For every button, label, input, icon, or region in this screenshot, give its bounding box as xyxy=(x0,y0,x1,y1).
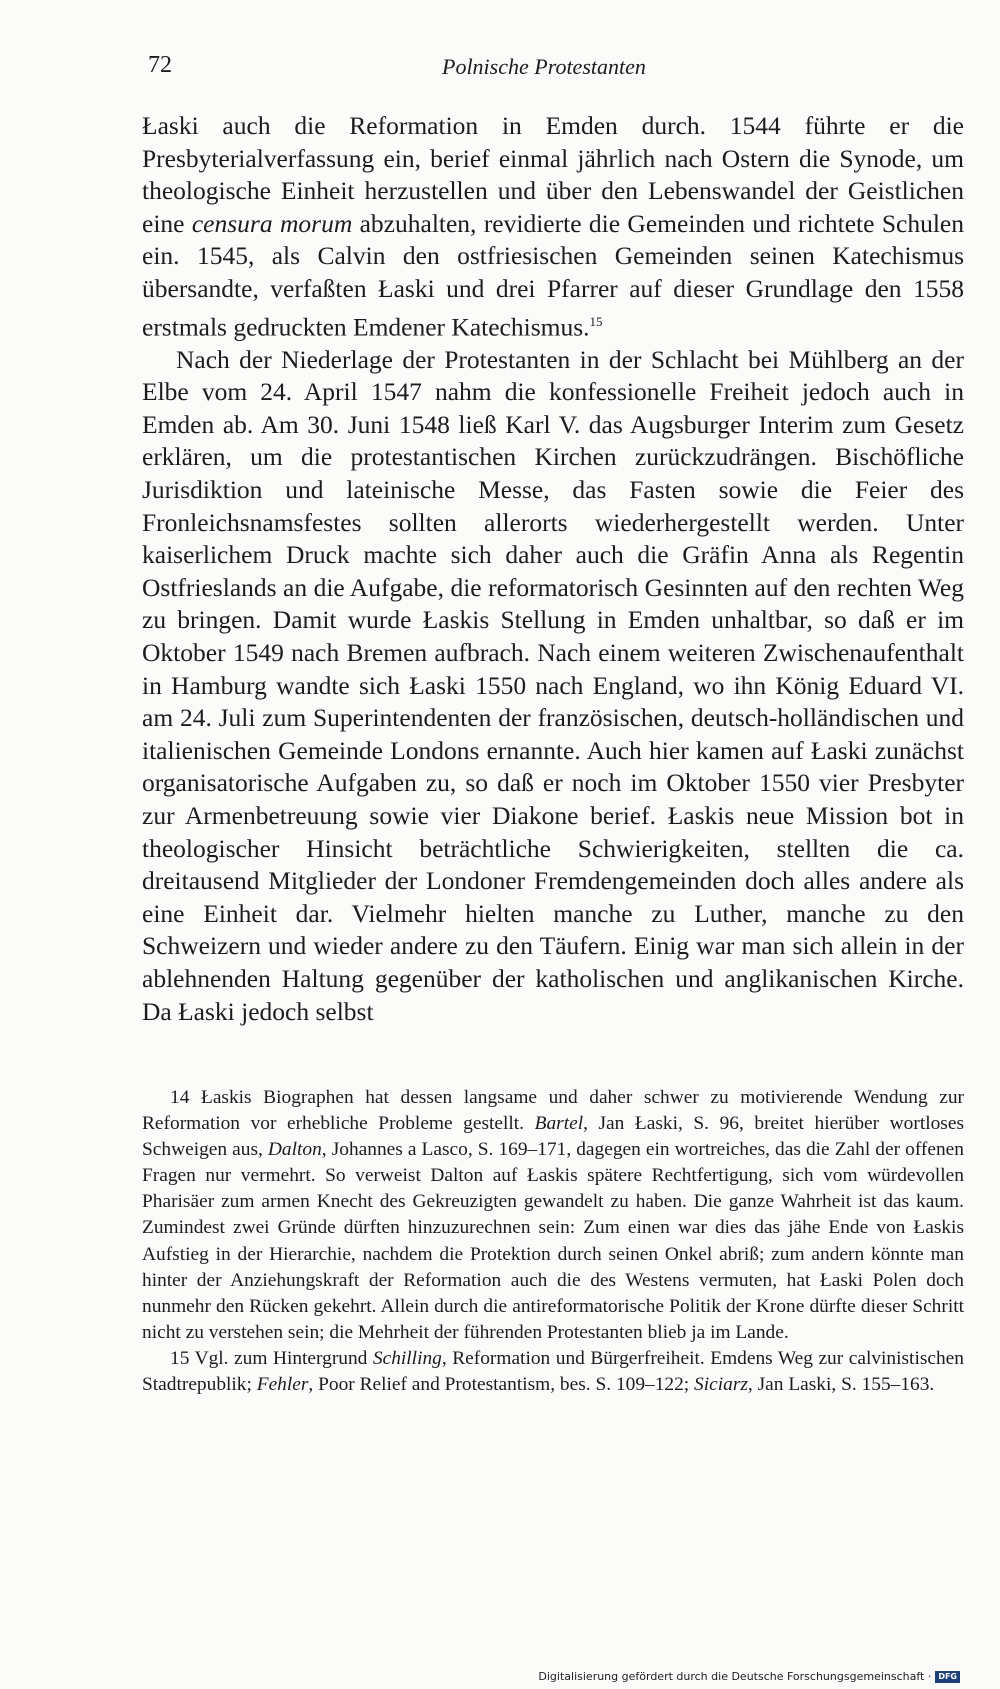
footnote-text: , Johannes a Lasco, S. 169–171, dagegen ein wortreiches, das die Zahl der offenen Fragen nur vermehrt. So verweist Dalton auf Łaskis spätere Rechtfertigung, sich vom würdevollen Pharisäer zum armen Knecht des Gekreuzigten gewandelt zu haben. Die ganze Wahrheit ist das kaum. Zumindest zwei Gründe dürften hinzuzurechnen sein: Zum einen war dies das jähe Ende von Łaskis Aufstieg in der Hierarchie, nachdem die Protektion durch seinen Onkel abriß; zum andern könnte man hinter der Anziehungskraft der Reformation auch die des Westens vermuten, hat Łaski Polen doch nunmehr den Rücken gekehrt. Allein durch die antireformatorische Politik der Krone dürfte dieser Schritt nicht zu verstehen sein; die Mehrheit der führenden Protestanten blieb ja im Lande. xyxy=(142,1139,964,1343)
footnote-14 xyxy=(142,1085,964,1346)
running-title: Polnische Protestanten xyxy=(442,54,646,79)
footnote-text: , Jan Laski, S. 155–163. xyxy=(747,1374,935,1396)
footnote-text: , Reformation und Bürgerfreiheit. Emdens Weg zur calvinistischen Stadtrepublik; xyxy=(142,1347,964,1396)
footnote-text: 15 Vgl. zum Hintergrund xyxy=(170,1347,373,1369)
main-text xyxy=(142,110,964,1028)
dfg-logo: DFG xyxy=(935,1671,960,1683)
paragraph-text: abzuhalten, revidierte die Gemeinden und richtete Schulen ein. 1545, als Calvin den ostfriesischen Gemeinden seinen Katechismus übersandte, verfaßten Łaski und drei Pfarrer auf dieser Grundlage den 1558 erstmals gedruckten Emdener Katechismus. xyxy=(142,208,964,342)
credit-text: Digitalisierung gefördert durch die Deutsche Forschungsgemeinschaft · xyxy=(538,1670,932,1683)
paragraph: Nach der Niederlage der Protestanten in der Schlacht bei Mühlberg an der Elbe vom 24. April 1547 nahm die konfessionelle Freiheit jedoch auch in Emden ab. Am 30. Juni 1548 ließ Karl V. das Augsburger Interim zum Gesetz erklären, um die protestantischen Kirchen zurückzudrängen. Bischöfliche Jurisdiktion und lateinische Messe, das Fasten sowie die Feier des Fronleichsnamsfestes sollten allerorts wiederhergestellt werden. Unter kaiserlichem Druck machte sich daher auch die Gräfin Anna als Regentin Ostfrieslands an die Aufgabe, die reformatorisch Gesinnten auf den rechten Weg zu bringen. Damit wurde Łaskis Stellung in Emden unhaltbar, so daß er im Oktober 1549 nach Bremen aufbrach. Nach einem weiteren Zwischenaufenthalt in Hamburg wandte sich Łaski 1550 nach England, wo ihn König Eduard VI. am 24. Juli zum Superintendenten der französischen, deutsch-holländischen und italienischen Gemeinde Londons ernannte. Auch hier kamen auf Łaski zunächst organisatorische Aufgaben zu, so daß er noch im Oktober 1550 vier Presbyter zur Armenbetreuung sowie vier Diakone berief. Łaskis neue Mission bot in theologischer Hinsicht beträchtliche Schwierigkeiten, stellten die ca. dreitausend Mitglieder der Londoner Fremdengemeinden doch alles andere als eine Einheit dar. Vielmehr hielten manche zu Luther, manche zu den Schweizern und wieder andere zu den Täufern. Einig war man sich allein in der ablehnenden Haltung gegenüber der katholischen und anglikanischen Kirche. Da Łaski jedoch selbst xyxy=(142,344,964,1026)
page-number: 72 xyxy=(148,52,172,78)
author-name: Siciarz xyxy=(694,1374,748,1396)
footnote-text: , Jan Łaski, S. 96, breitet hierüber wortloses Schweigen aus, xyxy=(142,1113,964,1161)
author-name: Bartel xyxy=(534,1113,584,1135)
footnotes xyxy=(142,1085,964,1398)
footnote-15 xyxy=(142,1346,964,1398)
emphasis-text: censura morum xyxy=(191,208,353,238)
author-name: Schilling xyxy=(372,1347,442,1369)
footnote-reference: 15 xyxy=(589,313,603,329)
digitization-credit xyxy=(538,1670,960,1683)
page-header xyxy=(142,48,964,82)
footnote-text: 14 Łaskis Biographen hat dessen langsame und daher schwer zu motivierende Wendung zur Reformation vor erhebliche Probleme gestellt. xyxy=(142,1087,964,1135)
author-name: Fehler xyxy=(256,1374,309,1396)
author-name: Dalton xyxy=(267,1139,322,1161)
paragraph-text: Łaski auch die Reformation in Emden durch. 1544 führte er die Presbyterialverfassung ein, berief einmal jährlich nach Ostern die Synode, um theologische Einheit herzustellen und über den Lebenswandel der Geistlichen eine xyxy=(142,111,964,238)
paragraph xyxy=(142,110,964,344)
footnote-text: , Poor Relief and Protestantism, bes. S. 109–122; xyxy=(308,1374,695,1396)
